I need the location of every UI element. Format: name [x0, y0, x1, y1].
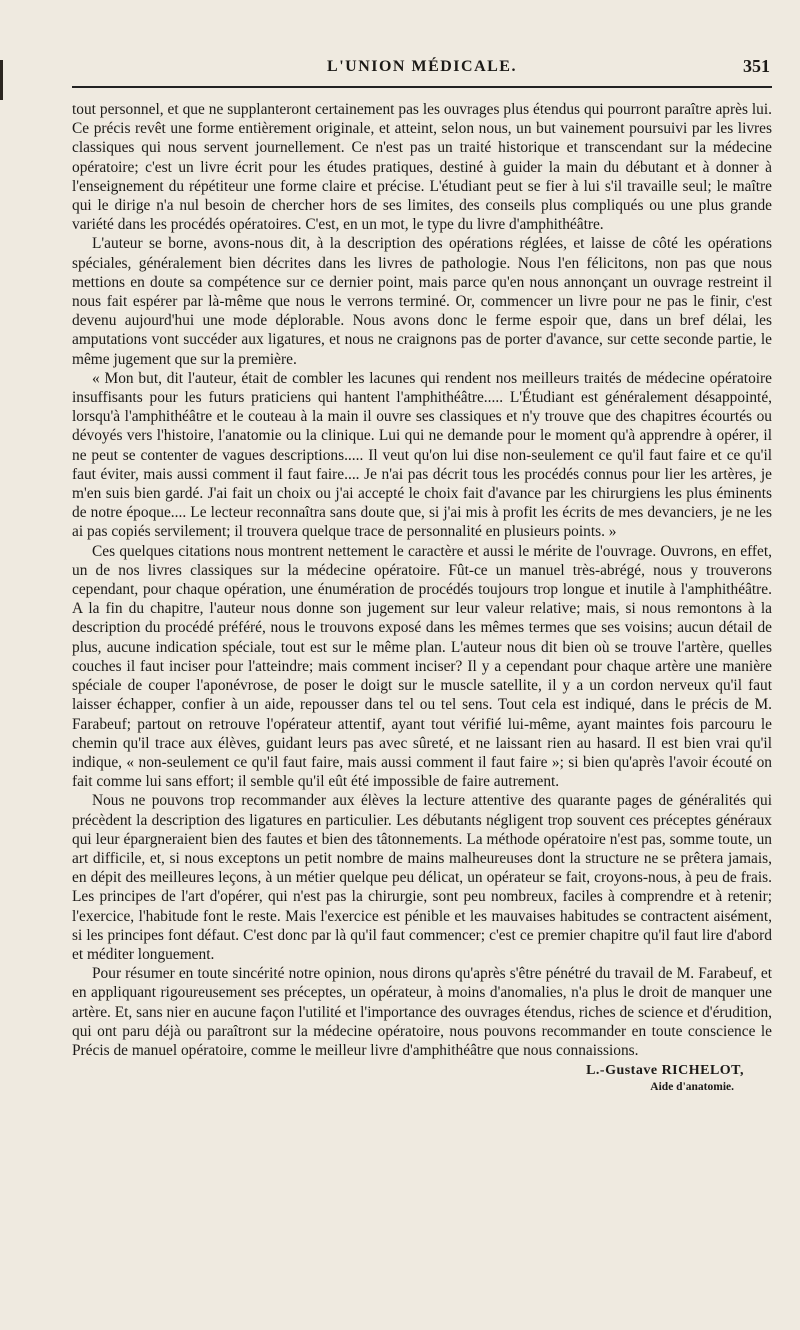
- signature-block: [72, 1062, 744, 1096]
- paragraph-3-quote: « Mon but, dit l'auteur, était de combler les lacunes qui rendent nos meilleurs traités de médecine opératoire insuffisants pour les futurs praticiens qui hantent l'amphithéâtre..... L'Étudiant est généralement désappointé, lorsqu'à l'amphithéâtre et le couteau à la main il ouvre ses classiques et n'y trouve que des chapitres écourtés ou dévoyés vers l'histoire, l'anatomie ou la clinique. Lui qui ne demande pour le moment qu'à apprendre à opérer, il ne peut se contenter de vagues descriptions..... Il veut qu'on lui dise non-seulement ce qu'il faut faire et ce qu'il faut éviter, mais aussi comment il faut faire.... Je n'ai pas décrit tous les procédés connus pour lier les artères, je m'en suis bien gardé. J'ai fait un choix ou j'ai accepté le choix fait d'avance par les chirurgiens les plus éminents de notre époque.... Le lecteur reconnaîtra sans doute que, si j'ai mis à profit les écrits de mes devanciers, je ne les ai pas copiés servilement; il trouvera quelque trace de personnalité en plusieurs points. »: [72, 369, 772, 541]
- margin-mark: [0, 60, 3, 100]
- page-header: [72, 52, 772, 88]
- running-title: L'UNION MÉDICALE.: [327, 58, 517, 75]
- paragraph-2: L'auteur se borne, avons-nous dit, à la description des opérations réglées, et laisse de côté les opérations spéciales, généralement bien décrites dans les livres de pathologie. Nous l'en félicitons, non pas que nous mettions en doute sa compétence sur ce dernier point, mais parce qu'en nous annonçant un ouvrage restreint il nous fait espérer par là-même que nous le verrons terminé. Or, commencer un livre pour ne pas le finir, c'est devenu aujourd'hui une mode déplorable. Nous avons donc le ferme espoir que, dans un bref délai, les amputations vont succéder aux ligatures, et nous ne craignons pas de porter d'avance, sur cette seconde partie, le même jugement que sur la première.: [72, 235, 772, 368]
- paragraph-4: Ces quelques citations nous montrent nettement le caractère et aussi le mérite de l'ouvrage. Ouvrons, en effet, un de nos livres classiques sur la médecine opératoire. Fût-ce un manuel très-abrégé, nous y trouverons cependant, pour chaque opération, une énumération de procédés toujours trop longue et inutile à l'amphithéâtre. A la fin du chapitre, l'auteur nous donne son jugement sur leur valeur relative; mais, si nous remontons à la description du procédé préféré, nous le trouvons exposé dans les mêmes termes que ses voisins; aucun détail de plus, aucune indication spéciale, tout est sur le même plan. L'auteur nous dit bien où se trouve l'artère, quelles couches il faut inciser pour l'atteindre; mais comment inciser? Il y a cependant pour chaque artère une manière spéciale de couper l'aponévrose, de poser le doigt sur le muscle satellite, il y a un cordon nerveux qu'il faut laisser échapper, confier à un aide, repousser dans tel ou tel sens. Tout cela est indiqué, dans le précis de M. Farabeuf; partout on retrouve l'opérateur attentif, ayant tout vérifié lui-même, ayant maintes fois parcouru le chemin qu'il trace aux élèves, guidant leurs pas avec sûreté, et ne laissant rien au hasard. Il est bien vrai qu'il indique, « non-seulement ce qu'il faut faire, mais aussi comment il faut faire »; si bien qu'après l'avoir écouté on fait comme lui sans effort; il semble qu'il eût été impossible de faire autrement.: [72, 542, 772, 791]
- paragraph-5: Nous ne pouvons trop recommander aux élèves la lecture attentive des quarante pages de généralités qui précèdent la description des ligatures en particulier. Les débutants négligent trop souvent ces préceptes généraux qui leur épargneraient bien des fautes et bien des tâtonnements. La méthode opératoire n'est pas, somme toute, un art difficile, et, si nous exceptons un petit nombre de mains malheureuses dont la structure ne se prêtera jamais, en dépit des meilleures leçons, à un métier quelque peu délicat, un opérateur se fait, croyons-nous, à peu de frais. Les principes de l'art d'opérer, qui n'est pas la chirurgie, sont peu nombreux, faciles à comprendre et à retenir; l'exercice, l'habitude font le reste. Mais l'exercice est pénible et les mauvaises habitudes se contractent aisément, si les principes font défaut. C'est donc par là qu'il faut commencer; c'est ce premier chapitre qu'il faut lire d'abord et méditer longuement.: [72, 792, 772, 963]
- paragraph-6: Pour résumer en toute sincérité notre opinion, nous dirons qu'après s'être pénétré du travail de M. Farabeuf, et en appliquant rigoureusement ses préceptes, un opérateur, à moins d'anomalies, n'a plus le droit de manquer une artère. Et, sans nier en aucune façon l'utilité et l'importance des ouvrages étendus, riches de science et d'érudition, qui ont paru déjà ou paraîtront sur la médecine opératoire, nous pouvons recommander en toute conscience le Précis de manuel opératoire, comme le meilleur livre d'amphithéâtre que nous connaissions.: [72, 965, 772, 1059]
- signature-role: Aide d'anatomie.: [650, 1081, 734, 1094]
- page: [72, 52, 772, 1096]
- signature-author: L.-Gustave RICHELOT,: [586, 1063, 744, 1079]
- page-number: 351: [743, 56, 770, 76]
- paragraph-1: tout personnel, et que ne supplanteront certainement pas les ouvrages plus étendus qui pourront paraître après lui. Ce précis revêt une forme entièrement originale, et atteint, selon nous, un but vainement poursuivi par les livres classiques qui nous servent journellement. Ce n'est pas un traité historique et transcendant sur la médecine opératoire; c'est un livre écrit pour les études pratiques, destiné à guider la main du débutant et à donner à l'enseignement du répétiteur une forme claire et précise. L'étudiant peut se fier à lui s'il travaille seul; le maître qui le dirige n'a nul besoin de chercher hors de ses limites, des conseils plus compliqués ou une plus grande variété dans les procédés opératoires. C'est, en un mot, le type du livre d'amphithéâtre.: [72, 101, 772, 234]
- article-body: [72, 100, 772, 1060]
